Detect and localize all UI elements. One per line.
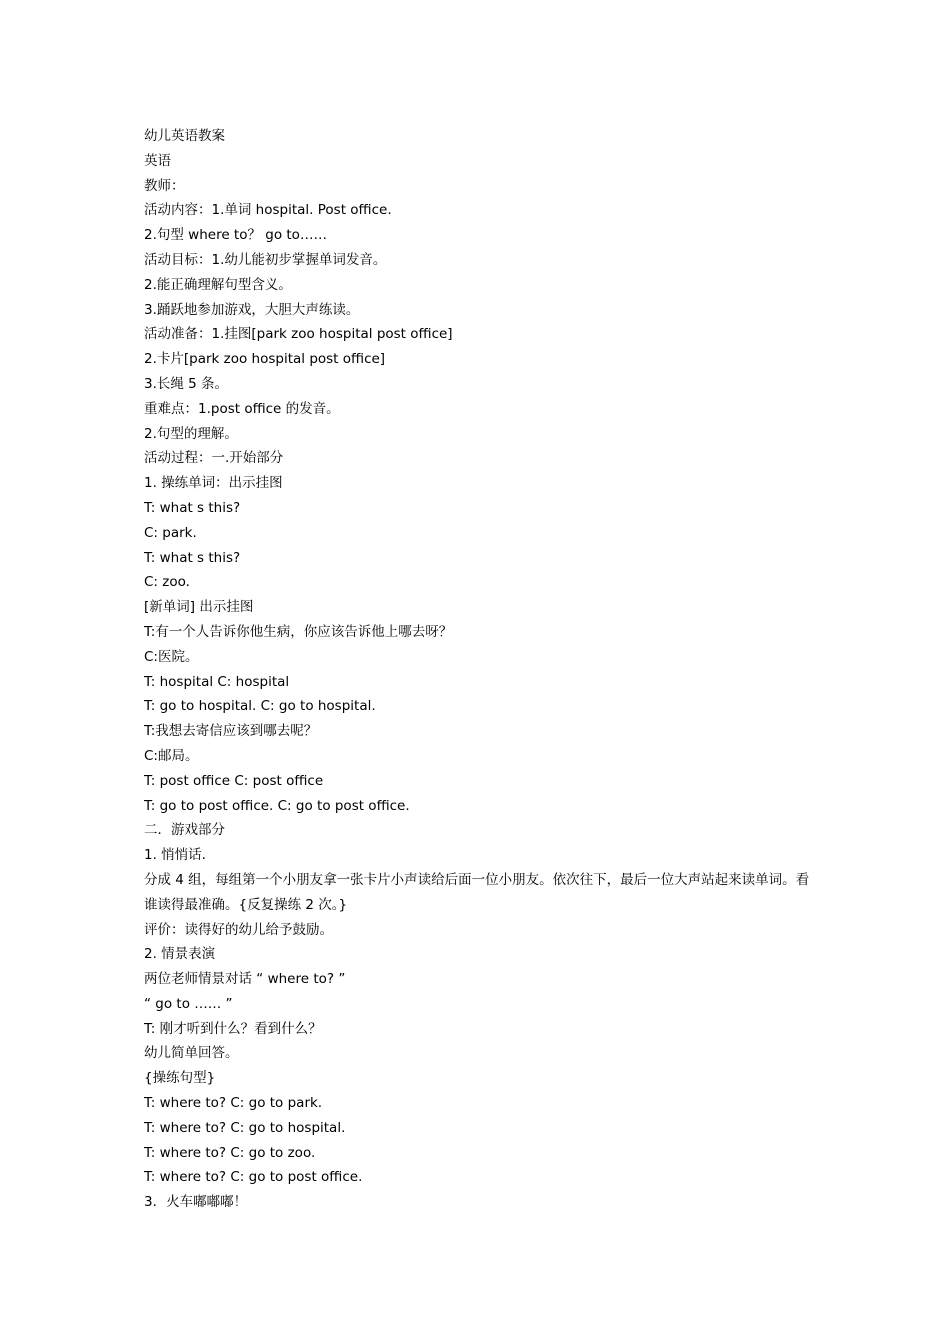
- doc-line: {操练句型}: [144, 1070, 216, 1087]
- doc-line: 2.句型的理解。: [144, 425, 238, 442]
- doc-line: 2. 情景表演: [144, 946, 216, 963]
- doc-line: C:医院。: [144, 648, 199, 665]
- doc-line: T: hospital C: hospital: [144, 673, 290, 690]
- doc-line: 3．火车嘟嘟嘟！: [144, 1194, 248, 1211]
- document-body: [144, 124, 814, 1215]
- doc-line: 3.踊跃地参加游戏，大胆大声练读。: [144, 301, 360, 318]
- doc-line: C: park.: [144, 524, 197, 541]
- doc-line: 活动目标：1.幼儿能初步掌握单词发音。: [144, 251, 387, 268]
- doc-line: 2.句型 where to？ go to……: [144, 227, 327, 244]
- doc-line: [新单词] 出示挂图: [144, 599, 254, 616]
- doc-teacher: 教师：: [144, 177, 185, 194]
- doc-line: T: where to? C: go to post office.: [144, 1169, 363, 1186]
- doc-line: T: where to? C: go to hospital.: [144, 1119, 346, 1136]
- doc-line: T:我想去寄信应该到哪去呢？: [144, 723, 318, 740]
- doc-subject: 英语: [144, 152, 171, 169]
- doc-line: 评价：读得好的幼儿给予鼓励。: [144, 921, 333, 938]
- doc-line: 两位老师情景对话 “ where to? ”: [144, 971, 346, 988]
- doc-line: C:邮局。: [144, 747, 199, 764]
- doc-line: T: go to post office. C: go to post office.: [144, 797, 410, 814]
- doc-title: 幼儿英语教案: [144, 128, 225, 144]
- doc-line: T: 刚才听到什么？看到什么？: [144, 1020, 322, 1037]
- doc-paragraph: 分成 4 组，每组第一个小朋友拿一张卡片小声读给后面一位小朋友。依次往下，最后一位大声站起来读单词。看谁读得最准确。{反复操练 2 次。}: [144, 871, 810, 913]
- doc-line: 活动过程：一.开始部分: [144, 450, 284, 467]
- doc-line: 1. 操练单词：出示挂图: [144, 475, 283, 492]
- doc-line: T:有一个人告诉你他生病，你应该告诉他上哪去呀？: [144, 623, 453, 640]
- doc-line: T: what s this?: [144, 499, 241, 516]
- doc-line: 2.能正确理解句型含义。: [144, 276, 292, 293]
- doc-line: 3.长绳 5 条。: [144, 375, 229, 392]
- doc-line: 活动内容：1.单词 hospital. Post office.: [144, 202, 392, 219]
- doc-line: T: where to? C: go to park.: [144, 1095, 323, 1112]
- doc-line: T: what s this?: [144, 549, 241, 566]
- doc-line: C: zoo.: [144, 574, 190, 591]
- doc-line: “ go to …… ”: [144, 995, 233, 1012]
- doc-line: 1. 悄悄话.: [144, 847, 206, 864]
- doc-line: 活动准备：1.挂图[park zoo hospital post office]: [144, 326, 453, 343]
- doc-line: T: post office C: post office: [144, 772, 324, 789]
- doc-line: 二．游戏部分: [144, 822, 225, 839]
- doc-line: T: go to hospital. C: go to hospital.: [144, 698, 376, 715]
- doc-line: T: where to? C: go to zoo.: [144, 1144, 316, 1161]
- doc-line: 幼儿简单回答。: [144, 1045, 239, 1062]
- doc-line: 重难点：1.post office 的发音。: [144, 400, 340, 417]
- doc-line: 2.卡片[park zoo hospital post office]: [144, 351, 386, 368]
